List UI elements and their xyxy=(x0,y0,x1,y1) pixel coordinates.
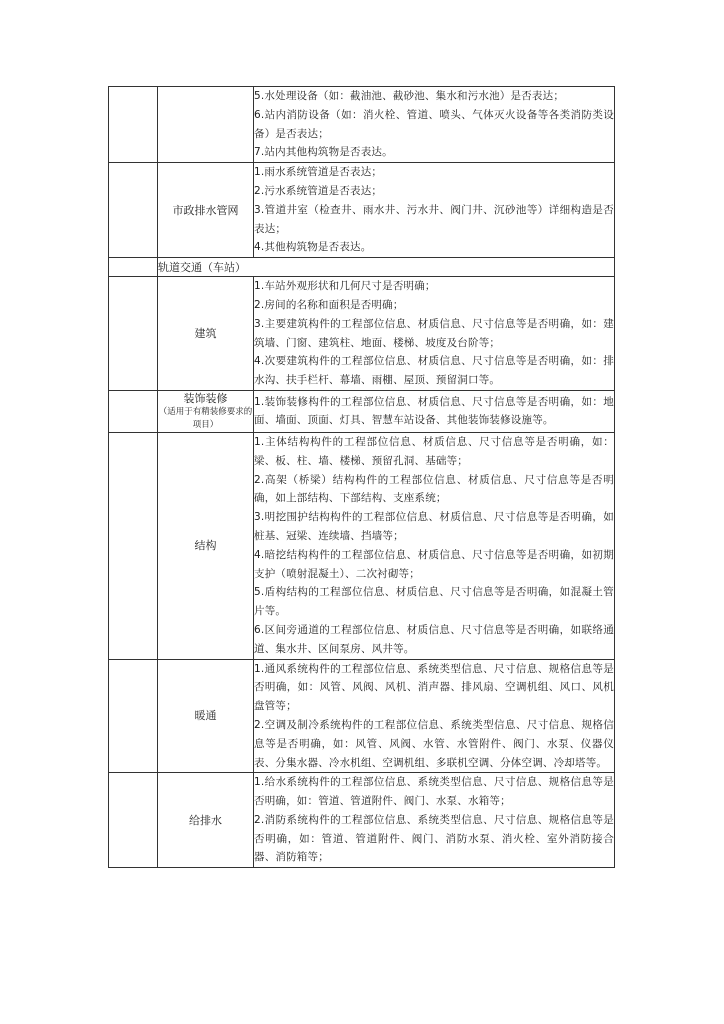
category-label: 结构 xyxy=(194,539,217,553)
blank-cell xyxy=(109,87,158,163)
requirement-item: 2.污水系统管道是否表达； xyxy=(254,184,383,197)
table-row xyxy=(109,87,615,163)
category-cell xyxy=(158,432,254,659)
requirement-item: 6.区间旁通道的工程部位信息、材质信息、尺寸信息等是否明确，如联络通道、集水井、区间泵房、风井等。 xyxy=(254,623,614,655)
blank-cell xyxy=(109,659,158,773)
requirement-item: 4.其他构筑物是否表达。 xyxy=(254,241,372,254)
requirement-item: 5.水处理设备（如：截油池、截砂池、集水和污水池）是否表达； xyxy=(254,90,565,102)
category-label: 给排水 xyxy=(189,813,222,827)
table-row xyxy=(109,258,615,277)
requirement-item: 2.空调及制冷系统构件的工程部位信息、系统类型信息、尺寸信息、规格信息等是否明确，如：风管、风阀、水管、水管附件、阀门、水泵、仪器仪表、分集水器、冷水机组、空调机组、多联机空调、分体空调、冷却塔等。 xyxy=(254,718,614,769)
category-cell xyxy=(158,390,254,432)
category-label: 市政排水管网 xyxy=(172,203,239,217)
requirement-cell xyxy=(254,432,615,659)
section-heading: 轨道交通（车站） xyxy=(158,258,615,277)
requirement-item: 2.消防系统构件的工程部位信息、系统类型信息、尺寸信息、规格信息等是否明确，如：管道、管道附件、阀门、消防水泵、消火栓、室外消防接合器、消防箱等； xyxy=(254,813,614,864)
category-cell xyxy=(158,659,254,773)
table-row xyxy=(109,659,615,773)
requirement-cell xyxy=(254,277,615,391)
blank-cell xyxy=(109,258,158,277)
requirement-item: 3.管道井室（检查井、雨水井、污水井、阀门井、沉砂池等）详细构造是否表达； xyxy=(254,203,614,235)
requirement-item: 4.暗挖结构构件的工程部位信息、材质信息、尺寸信息等是否明确，如初期支护（喷射混凝土）、二次衬砌等； xyxy=(254,548,614,580)
category-label: 建筑 xyxy=(194,327,217,341)
requirement-cell xyxy=(254,390,615,432)
table-row xyxy=(109,390,615,432)
requirement-item: 1.主体结构构件的工程部位信息、材质信息、尺寸信息等是否明确，如：梁、板、柱、墙、楼梯、预留孔洞、基础等； xyxy=(254,435,614,467)
requirement-cell xyxy=(254,87,615,163)
category-label: 暖通 xyxy=(194,709,217,723)
requirement-item: 4.次要建筑构件的工程部位信息、材质信息、尺寸信息等是否明确，如：排水沟、扶手栏杆、幕墙、雨棚、屋顶、预留洞口等。 xyxy=(254,355,614,387)
requirement-item: 1.通风系统构件的工程部位信息、系统类型信息、尺寸信息、规格信息等是否明确，如：风管、风阀、风机、消声器、排风扇、空调机组、风口、风机盘管等； xyxy=(254,662,614,713)
blank-cell xyxy=(109,390,158,432)
requirement-cell xyxy=(254,163,615,258)
requirement-item: 2.高架（桥梁）结构构件的工程部位信息、材质信息、尺寸信息等是否明确，如上部结构、下部结构、支座系统； xyxy=(254,473,614,505)
table-row xyxy=(109,163,615,258)
blank-cell xyxy=(109,773,158,868)
category-note: （适用于有精装修要求的项目） xyxy=(158,406,253,430)
blank-cell xyxy=(109,432,158,659)
requirement-item: 3.明挖围护结构构件的工程部位信息、材质信息、尺寸信息等是否明确，如桩基、冠梁、连续墙、挡墙等； xyxy=(254,511,614,542)
table-row xyxy=(109,773,615,868)
category-cell xyxy=(158,773,254,868)
requirement-item: 6.站内消防设备（如：消火栓、管道、喷头、气体灭火设备等各类消防类设备）是否表达； xyxy=(254,108,614,140)
blank-cell xyxy=(109,163,158,258)
category-cell xyxy=(158,163,254,258)
requirement-item: 3.主要建筑构件的工程部位信息、材质信息、尺寸信息等是否明确，如：建筑墙、门窗、建筑柱、地面、楼梯、坡度及台阶等； xyxy=(254,317,614,349)
requirement-cell xyxy=(254,659,615,773)
table-row xyxy=(109,277,615,391)
requirement-cell xyxy=(254,773,615,868)
review-table-body xyxy=(109,87,615,868)
review-table xyxy=(108,86,615,868)
requirement-item: 1.雨水系统管道是否表达； xyxy=(254,166,383,179)
requirement-item: 7.站内其他构筑物是否表达。 xyxy=(254,146,393,159)
table-row xyxy=(109,432,615,659)
requirement-item: 1.给水系统构件的工程部位信息、系统类型信息、尺寸信息、规格信息等是否明确，如：管道、管道附件、阀门、水泵、水箱等； xyxy=(254,776,614,808)
requirement-item: 2.房间的名称和面积是否明确； xyxy=(254,298,404,311)
requirement-item: 5.盾构结构的工程部位信息、材质信息、尺寸信息等是否明确，如混凝土管片等。 xyxy=(254,586,614,618)
category-cell xyxy=(158,87,254,163)
requirement-item: 1.装饰装修构件的工程部位信息、材质信息、尺寸信息等是否明确，如：地面、墙面、顶面、灯具、智慧车站设备、其他装饰装修设施等。 xyxy=(254,395,614,427)
category-cell xyxy=(158,277,254,391)
category-label: 装饰装修 xyxy=(183,391,228,405)
requirement-item: 1.车站外观形状和几何尺寸是否明确； xyxy=(254,280,436,293)
blank-cell xyxy=(109,277,158,391)
